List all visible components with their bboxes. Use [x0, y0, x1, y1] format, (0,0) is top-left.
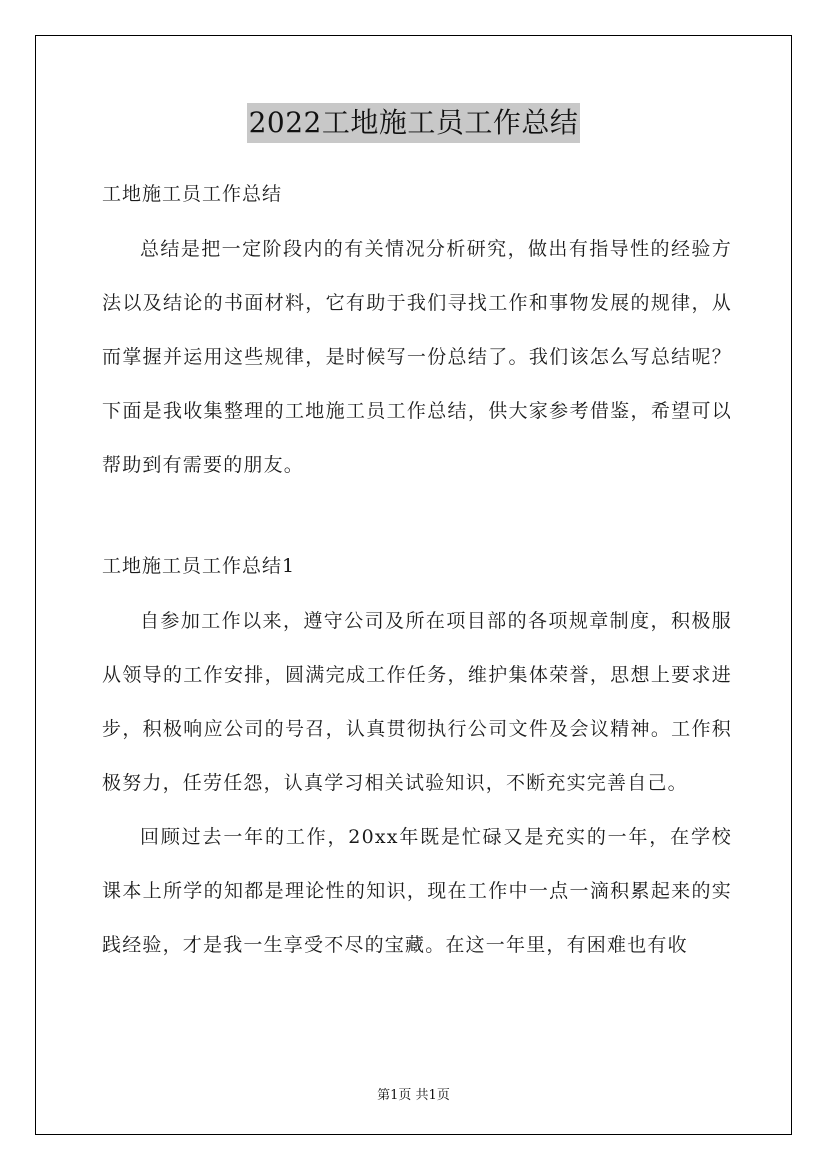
intro-paragraph: 总结是把一定阶段内的有关情况分析研究，做出有指导性的经验方法以及结论的书面材料，它有助于我们寻找工作和事物发展的规律，从而掌握并运用这些规律，是时候写一份总结了。我们该怎么写总结呢？下面是我收集整理的工地施工员工作总结，供大家参考借鉴，希望可以帮助到有需要的朋友。: [102, 238, 732, 476]
section-1-paragraph-2: 回顾过去一年的工作，20xx年既是忙碌又是充实的一年，在学校课本上所学的知都是理论性的知识，现在工作中一点一滴积累起来的实践经验，才是我一生享受不尽的宝藏。在这一年里，有困难也有收: [102, 826, 732, 956]
document-body: [102, 168, 732, 972]
title-container: [0, 103, 827, 143]
section-1-paragraph-1: 自参加工作以来，遵守公司及所在项目部的各项规章制度，积极服从领导的工作安排，圆满完成工作任务，维护集体荣誉，思想上要求进步，积极响应公司的号召，认真贯彻执行公司文件及会议精神。工作积极努力，任劳任怨，认真学习相关试验知识，不断充实完善自己。: [102, 610, 732, 794]
document-title: 2022工地施工员工作总结: [247, 103, 581, 143]
page-number: 第1页 共1页: [377, 1088, 450, 1103]
page-footer: [0, 1084, 827, 1103]
section-1-heading: 工地施工员工作总结1: [102, 555, 296, 577]
intro-heading: 工地施工员工作总结: [102, 183, 283, 205]
